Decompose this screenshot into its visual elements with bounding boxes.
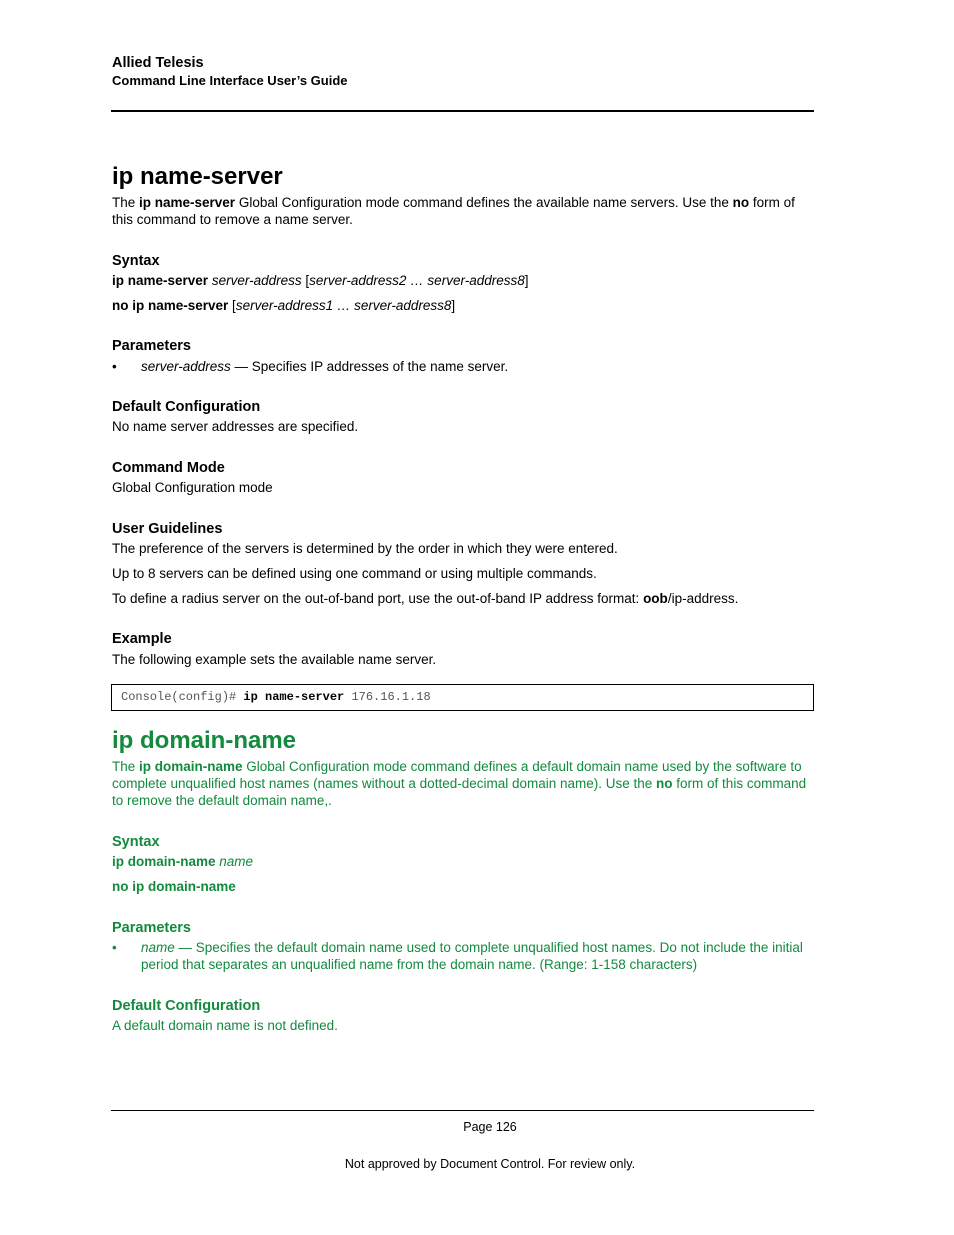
bullet-marker: • bbox=[112, 940, 117, 955]
syntax-bracket: [ bbox=[228, 298, 236, 313]
syntax-command: no ip domain-name bbox=[112, 879, 236, 894]
example-heading: Example bbox=[112, 631, 172, 647]
guideline-text: To define a radius server on the out-of-band port, use the out-of-band IP address format: bbox=[112, 591, 644, 606]
section-title-ip-domain-name: ip domain-name bbox=[112, 727, 297, 754]
footer-divider bbox=[111, 1110, 814, 1111]
syntax-argument: server-address1 … server-address8 bbox=[235, 298, 452, 313]
syntax-line bbox=[112, 853, 253, 870]
intro-text: form of this command to remove the default domain name,. bbox=[112, 776, 807, 808]
syntax-line bbox=[112, 272, 529, 289]
guideline-text: /ip-address. bbox=[667, 591, 739, 606]
syntax-command: ip name-server bbox=[112, 273, 209, 288]
parameter-description: — Specifies IP addresses of the name server. bbox=[230, 359, 509, 374]
command-mode-heading: Command Mode bbox=[112, 460, 225, 476]
intro-text: The bbox=[112, 759, 140, 774]
command-mode-text: Global Configuration mode bbox=[112, 480, 273, 495]
syntax-heading: Syntax bbox=[112, 253, 160, 269]
example-text: The following example sets the available name server. bbox=[112, 652, 437, 667]
parameter-item bbox=[141, 358, 813, 375]
syntax-bracket: ] bbox=[451, 298, 456, 313]
syntax-argument: server-address bbox=[211, 273, 302, 288]
parameters-heading: Parameters bbox=[112, 338, 191, 354]
syntax-heading: Syntax bbox=[112, 834, 160, 850]
default-configuration-heading: Default Configuration bbox=[112, 399, 261, 415]
section-intro-ip-domain-name bbox=[112, 758, 814, 809]
syntax-bracket: ] bbox=[524, 273, 529, 288]
user-guidelines-text bbox=[112, 590, 738, 607]
parameter-description: — Specifies the default domain name used to complete unqualified host names. Do not include the initial period that separates an unqualified name from the domain name. (Range: 1-158 characters) bbox=[141, 940, 803, 972]
code-argument: 176.16.1.18 bbox=[344, 690, 431, 704]
syntax-argument: name bbox=[215, 854, 254, 869]
syntax-argument: server-address2 … server-address8 bbox=[309, 273, 525, 288]
guideline-oob-keyword: oob bbox=[643, 591, 668, 606]
code-example-box bbox=[111, 684, 814, 711]
parameter-name: server-address bbox=[141, 359, 231, 374]
code-command: ip name-server bbox=[243, 690, 345, 704]
user-guidelines-heading: User Guidelines bbox=[112, 521, 223, 537]
syntax-line bbox=[112, 297, 455, 314]
intro-text: Global Configuration mode command defines a default domain name used by the software to complete unqualified host names (names without a dotted-decimal domain name). Use the bbox=[112, 759, 802, 791]
header-guide-title: Command Line Interface User’s Guide bbox=[112, 73, 348, 88]
code-prompt: Console(config)# bbox=[121, 690, 244, 704]
header-company: Allied Telesis bbox=[112, 55, 204, 71]
section-intro-ip-name-server bbox=[112, 194, 814, 228]
page-number: Page 126 bbox=[463, 1120, 517, 1134]
user-guidelines-text: The preference of the servers is determined by the order in which they were entered. bbox=[112, 541, 618, 556]
parameter-name: name bbox=[141, 940, 175, 955]
intro-no-keyword: no bbox=[732, 195, 750, 210]
header-divider bbox=[111, 110, 814, 112]
syntax-command: ip domain-name bbox=[112, 854, 216, 869]
parameter-item bbox=[141, 939, 813, 973]
syntax-bracket: [ bbox=[301, 273, 310, 288]
section-title-ip-name-server: ip name-server bbox=[112, 163, 283, 190]
syntax-command: no ip name-server bbox=[112, 298, 229, 313]
default-configuration-text: A default domain name is not defined. bbox=[112, 1018, 338, 1033]
user-guidelines-text: Up to 8 servers can be defined using one command or using multiple commands. bbox=[112, 566, 597, 581]
syntax-line bbox=[112, 878, 236, 895]
intro-text: The bbox=[112, 195, 140, 210]
default-configuration-text: No name server addresses are specified. bbox=[112, 419, 359, 434]
intro-text: Global Configuration mode command defines the available name servers. Use the bbox=[235, 195, 733, 210]
default-configuration-heading: Default Configuration bbox=[112, 998, 261, 1014]
intro-command: ip name-server bbox=[139, 195, 236, 210]
intro-no-keyword: no bbox=[656, 776, 673, 791]
intro-text: form of this command to remove a name server. bbox=[112, 195, 795, 227]
bullet-marker: • bbox=[112, 359, 117, 374]
intro-command: ip domain-name bbox=[139, 759, 243, 774]
parameters-heading: Parameters bbox=[112, 920, 191, 936]
review-notice: Not approved by Document Control. For review only. bbox=[344, 1157, 636, 1171]
